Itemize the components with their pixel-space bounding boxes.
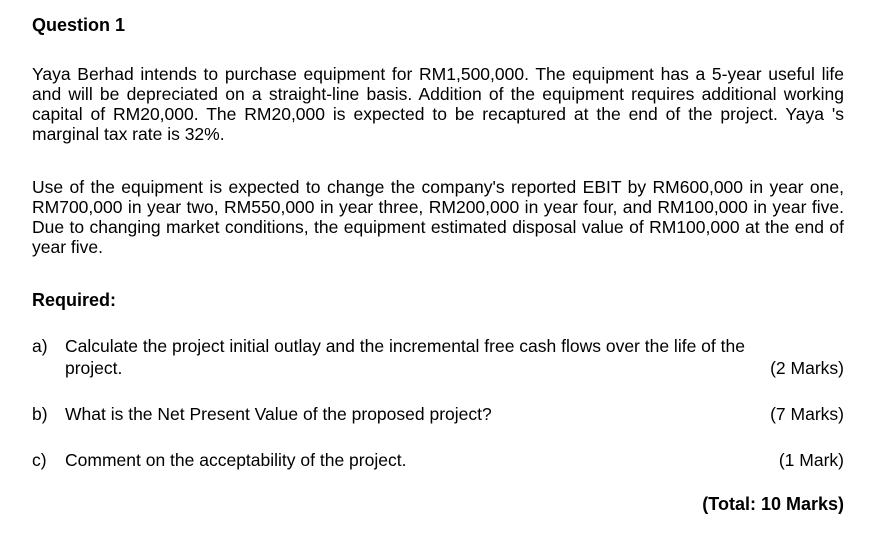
question-letter: a)	[32, 336, 48, 356]
ebit-paragraph: Use of the equipment is expected to change the company's reported EBIT by RM600,000 in year one, RM700,000 in year two, RM550,000 in year three, RM200,000 in year four, and RM100,000 in year five. Due to changing market conditions, the equipment estimated disposal value of RM100,000 at the end of year five.	[32, 177, 844, 257]
question-text-continued: project.	[65, 358, 123, 378]
question-marks: (2 Marks)	[770, 358, 844, 378]
question-marks: (1 Mark)	[778, 450, 844, 470]
question-title: Question 1	[32, 15, 126, 35]
question-item-a	[32, 335, 844, 379]
question-marks: (7 Marks)	[770, 404, 844, 424]
question-letter: b)	[32, 404, 48, 424]
question-letter: c)	[32, 450, 47, 470]
question-item-c	[32, 449, 844, 471]
total-marks: (Total: 10 Marks)	[702, 494, 844, 514]
scenario-paragraph: Yaya Berhad intends to purchase equipment for RM1,500,000. The equipment has a 5-year useful life and will be depreciated on a straight-line basis. Addition of the equipment requires additional working capital of RM20,000. The RM20,000 is expected to be recaptured at the end of the project. Yaya 's marginal tax rate is 32%.	[32, 64, 844, 144]
required-heading: Required:	[32, 290, 117, 310]
question-text: Calculate the project initial outlay and the incremental free cash flows over the life of the	[65, 336, 745, 356]
question-text: Comment on the acceptability of the project.	[65, 450, 407, 470]
question-text: What is the Net Present Value of the proposed project?	[65, 404, 492, 424]
question-item-b	[32, 403, 844, 425]
